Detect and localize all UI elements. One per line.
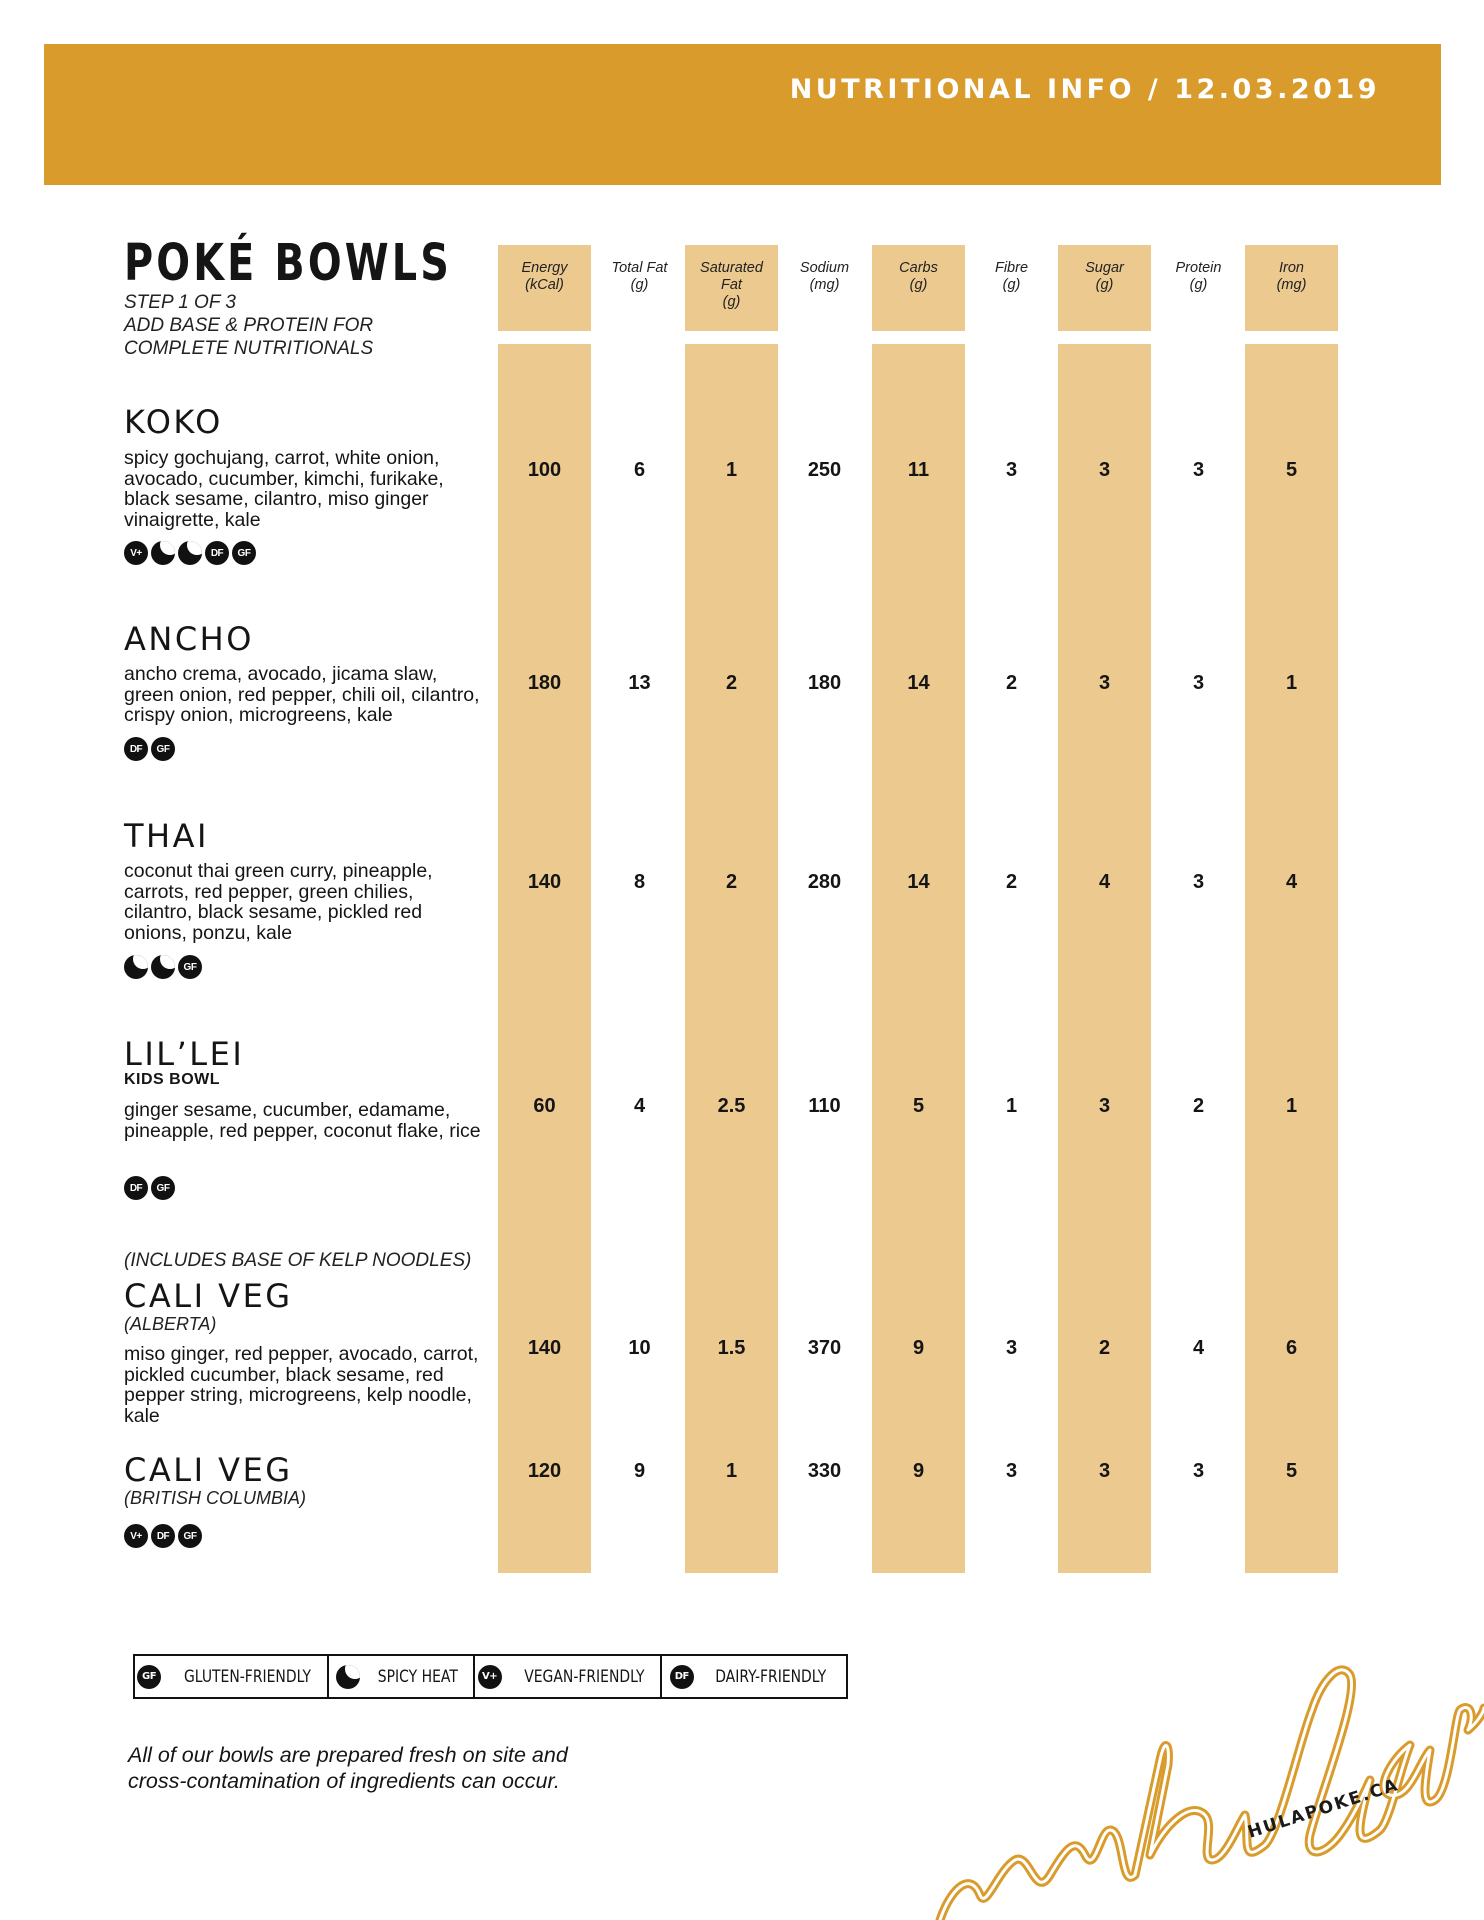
nutrition-value: 2.5 <box>717 1095 746 1117</box>
step-label: STEP 1 OF 3 <box>124 292 236 313</box>
nutrition-value: 110 <box>808 1095 841 1117</box>
header-banner <box>44 44 1441 185</box>
item-region-bc: (BRITISH COLUMBIA) <box>124 1488 307 1508</box>
nutrition-value: 13 <box>628 672 651 694</box>
column-header-fibre: Fibre (g) <box>994 260 1029 293</box>
dairy-free-icon: DF <box>670 1665 694 1689</box>
gluten-free-icon: GF <box>178 1524 202 1548</box>
nutrition-value: 3 <box>1192 459 1205 481</box>
gluten-free-icon: GF <box>178 955 202 979</box>
nutrition-value: 60 <box>533 1095 556 1117</box>
item-name-lillei: LIL’LEI <box>124 1035 245 1073</box>
dairy-free-icon: DF <box>151 1524 175 1548</box>
column-body-shade <box>872 344 965 1573</box>
item-desc-lillei: ginger sesame, cucumber, edamame, pineapple, red pepper, coconut flake, rice <box>124 1099 481 1142</box>
nutrition-value: 3 <box>1005 1337 1018 1359</box>
nutrition-value: 2 <box>1098 1337 1111 1359</box>
legend-dairy-friendly: DF DAIRY-FRIENDLY <box>662 1656 846 1697</box>
nutrition-value: 140 <box>527 1337 562 1359</box>
nutrition-value: 250 <box>807 459 842 481</box>
gluten-free-icon: GF <box>151 1176 175 1200</box>
item-region-alberta: (ALBERTA) <box>124 1314 217 1334</box>
column-header-energy: Energy (kCal) <box>521 260 568 293</box>
gluten-free-icon: GF <box>232 541 256 565</box>
nutrition-value: 1 <box>1285 672 1298 694</box>
badge-row-ancho <box>124 737 175 761</box>
nutrition-value: 11 <box>907 459 930 481</box>
nutrition-value: 9 <box>912 1460 925 1482</box>
nutrition-value: 120 <box>527 1460 562 1482</box>
nutrition-value: 370 <box>807 1337 842 1359</box>
nutrition-value: 180 <box>807 672 842 694</box>
nutrition-value: 4 <box>1192 1337 1205 1359</box>
column-body-shade <box>1058 344 1151 1573</box>
legend <box>133 1654 848 1699</box>
nutrition-value: 14 <box>907 871 930 893</box>
nutrition-value: 6 <box>633 459 646 481</box>
item-name-cali-veg-alberta: CALI VEG <box>124 1277 293 1315</box>
nutrition-value: 1 <box>725 1460 738 1482</box>
item-desc-thai: coconut thai green curry, pineapple, carrots, red pepper, green chilies, cilantro, black sesame, pickled red onions, ponzu, kale <box>124 860 433 944</box>
nutrition-note-line1: ADD BASE & PROTEIN FOR <box>124 315 374 336</box>
includes-note: (INCLUDES BASE OF KELP NOODLES) <box>124 1250 472 1271</box>
vegan-icon: V+ <box>478 1665 502 1689</box>
nutrition-value: 2 <box>725 871 738 893</box>
column-body-shade <box>1245 344 1338 1573</box>
brand-url: HULAPOKE.CA <box>1245 1774 1402 1843</box>
nutrition-value: 3 <box>1005 459 1018 481</box>
badge-row-koko <box>124 541 256 565</box>
column-header-total-fat: Total Fat (g) <box>611 260 668 293</box>
nutrition-value: 1 <box>725 459 738 481</box>
nutrition-value: 4 <box>633 1095 646 1117</box>
spicy-icon <box>336 1665 360 1689</box>
nutrition-value: 140 <box>527 871 562 893</box>
gluten-free-icon: GF <box>137 1665 161 1689</box>
nutrition-value: 100 <box>527 459 562 481</box>
legend-gluten-friendly: GF GLUTEN-FRIENDLY <box>135 1656 329 1697</box>
logo-script-outer <box>940 1670 1484 1920</box>
dairy-free-icon: DF <box>124 737 148 761</box>
column-header-sodium: Sodium (mg) <box>799 260 850 293</box>
item-name-cali-veg-bc: CALI VEG <box>124 1451 293 1489</box>
spicy-icon <box>178 541 202 565</box>
vegan-icon: V+ <box>124 541 148 565</box>
spicy-icon <box>151 955 175 979</box>
column-body-shade <box>685 344 778 1573</box>
nutrition-value: 2 <box>1192 1095 1205 1117</box>
nutrition-value: 1.5 <box>717 1337 746 1359</box>
nutrition-value: 5 <box>1285 1460 1298 1482</box>
dairy-free-icon: DF <box>205 541 229 565</box>
nutrition-value: 3 <box>1098 672 1111 694</box>
item-name-koko: KOKO <box>124 403 223 441</box>
nutrition-value: 10 <box>628 1337 651 1359</box>
legend-vegan-friendly: V+ VEGAN-FRIENDLY <box>475 1656 662 1697</box>
section-heading: POKÉ BOWLS <box>124 234 453 293</box>
column-body-shade <box>498 344 591 1573</box>
nutrition-value: 2 <box>1005 871 1018 893</box>
nutrition-value: 3 <box>1192 1460 1205 1482</box>
nutrition-value: 1 <box>1285 1095 1298 1117</box>
nutrition-value: 180 <box>527 672 562 694</box>
nutrition-value: 1 <box>1005 1095 1018 1117</box>
item-name-thai: THAI <box>124 817 209 855</box>
item-desc-ancho: ancho crema, avocado, jicama slaw, green onion, red pepper, chili oil, cilantro, crispy onion, microgreens, kale <box>124 663 480 726</box>
page-title: NUTRITIONAL INFO / 12.03.2019 <box>789 74 1380 105</box>
nutrition-value: 9 <box>633 1460 646 1482</box>
item-name-ancho: ANCHO <box>124 620 254 658</box>
badge-row-cali-veg <box>124 1524 202 1548</box>
nutrition-value: 3 <box>1098 459 1111 481</box>
vegan-icon: V+ <box>124 1524 148 1548</box>
nutrition-value: 4 <box>1098 871 1111 893</box>
nutrition-value: 3 <box>1192 871 1205 893</box>
nutrition-value: 8 <box>633 871 646 893</box>
kids-bowl-label: KIDS BOWL <box>124 1071 221 1088</box>
gluten-free-icon: GF <box>151 737 175 761</box>
nutrition-value: 3 <box>1005 1460 1018 1482</box>
nutrition-value: 3 <box>1098 1460 1111 1482</box>
column-header-iron: Iron (mg) <box>1276 260 1307 293</box>
nutrition-value: 9 <box>912 1337 925 1359</box>
item-desc-cali-veg: miso ginger, red pepper, avocado, carrot, pickled cucumber, black sesame, red pepper string, microgreens, kelp noodle, kale <box>124 1343 479 1427</box>
column-header-sugar: Sugar (g) <box>1085 260 1124 293</box>
nutrition-value: 2 <box>1005 672 1018 694</box>
nutrition-value: 3 <box>1192 672 1205 694</box>
disclaimer: All of our bowls are prepared fresh on site and cross-contamination of ingredients can occur. <box>128 1743 568 1793</box>
spicy-icon <box>151 541 175 565</box>
column-header-saturated-fat: Saturated Fat (g) <box>700 260 763 310</box>
badge-row-thai <box>124 955 202 979</box>
nutrition-value: 2 <box>725 672 738 694</box>
nutrition-value: 3 <box>1098 1095 1111 1117</box>
badge-row-lillei <box>124 1176 175 1200</box>
spicy-icon <box>124 955 148 979</box>
nutrition-value: 5 <box>1285 459 1298 481</box>
nutrition-value: 14 <box>907 672 930 694</box>
nutrition-value: 280 <box>807 871 842 893</box>
column-header-protein: Protein (g) <box>1175 260 1222 293</box>
nutrition-note-line2: COMPLETE NUTRITIONALS <box>124 338 374 359</box>
nutrition-value: 4 <box>1285 871 1298 893</box>
nutrition-value: 5 <box>912 1095 925 1117</box>
item-desc-koko: spicy gochujang, carrot, white onion, avocado, cucumber, kimchi, furikake, black sesame, cilantro, miso ginger vinaigrette, kale <box>124 447 444 531</box>
hula-logo <box>920 1620 1484 1920</box>
nutrition-value: 6 <box>1285 1337 1298 1359</box>
dairy-free-icon: DF <box>124 1176 148 1200</box>
column-header-carbs: Carbs (g) <box>899 260 938 293</box>
nutrition-value: 330 <box>807 1460 842 1482</box>
legend-spicy-heat: SPICY HEAT <box>329 1656 475 1697</box>
